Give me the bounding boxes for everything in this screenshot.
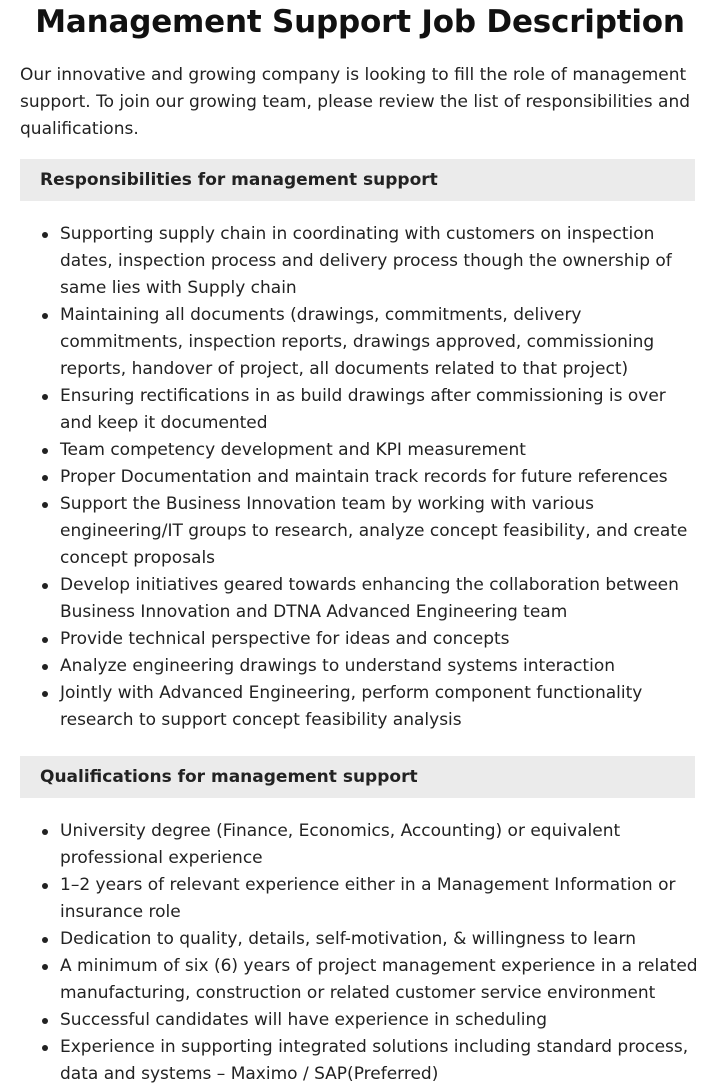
list-item: Jointly with Advanced Engineering, perform component functionality research to support concept feasibility analysis	[60, 680, 700, 734]
responsibilities-heading: Responsibilities for management support	[20, 159, 695, 201]
list-item: Maintaining all documents (drawings, commitments, delivery commitments, inspection reports, drawings approved, commissioning reports, handover of project, all documents related to that project)	[60, 302, 700, 383]
list-item: Analyze engineering drawings to understand systems interaction	[60, 653, 700, 680]
section-spacer	[0, 734, 720, 740]
qualifications-heading: Qualifications for management support	[20, 756, 695, 798]
list-item: A minimum of six (6) years of project management experience in a related manufacturing, construction or related customer service environment	[60, 953, 700, 1007]
list-item: Ensuring rectifications in as build drawings after commissioning is over and keep it documented	[60, 383, 700, 437]
list-item: Successful candidates will have experience in scheduling	[60, 1007, 700, 1034]
list-item: Supporting supply chain in coordinating with customers on inspection dates, inspection process and delivery process though the ownership of same lies with Supply chain	[60, 221, 700, 302]
list-item: 1–2 years of relevant experience either in a Management Information or insurance role	[60, 872, 700, 926]
list-item: Develop initiatives geared towards enhancing the collaboration between Business Innovation and DTNA Advanced Engineering team	[60, 572, 700, 626]
qualifications-list	[20, 818, 700, 1088]
list-item: Team competency development and KPI measurement	[60, 437, 700, 464]
page-title: Management Support Job Description	[35, 4, 685, 40]
intro-paragraph: Our innovative and growing company is looking to fill the role of management support. To join our growing team, please review the list of responsibilities and qualifications.	[20, 65, 691, 139]
list-item: Dedication to quality, details, self-motivation, & willingness to learn	[60, 926, 700, 953]
list-item: University degree (Finance, Economics, Accounting) or equivalent professional experience	[60, 818, 700, 872]
responsibilities-list	[20, 221, 700, 734]
list-item: Proper Documentation and maintain track records for future references	[60, 464, 700, 491]
list-item: Experience in supporting integrated solutions including standard process, data and systems – Maximo / SAP(Preferred)	[60, 1034, 700, 1088]
list-item: Provide technical perspective for ideas and concepts	[60, 626, 700, 653]
list-item: Support the Business Innovation team by working with various engineering/IT groups to research, analyze concept feasibility, and create concept proposals	[60, 491, 700, 572]
